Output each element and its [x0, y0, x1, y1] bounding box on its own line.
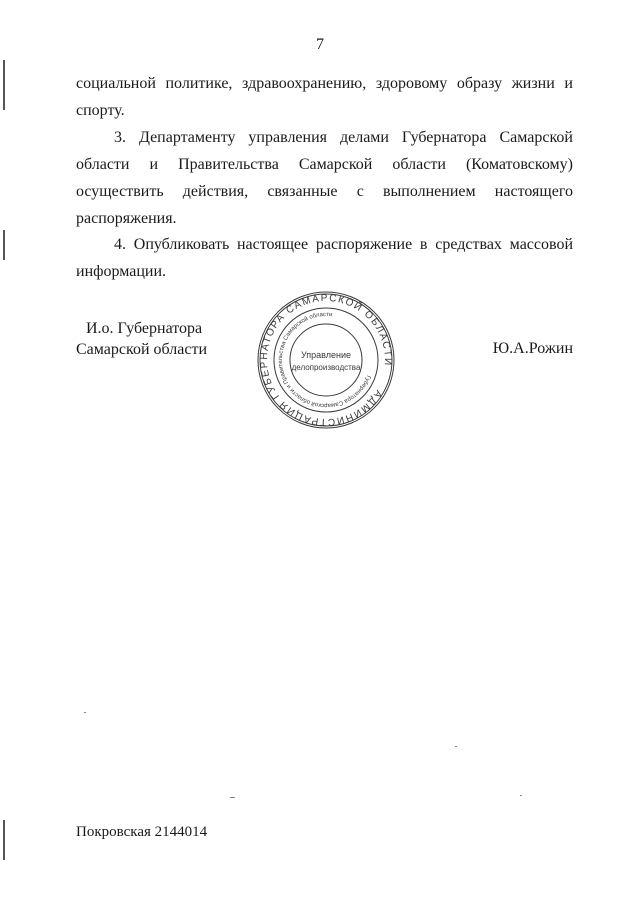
svg-text:АДМИНИСТРАЦИЯ ГУБЕРНАТОРА САМА: [256, 290, 396, 430]
executor-note: Покровская 2144014: [76, 824, 208, 840]
scan-margin-mark: [3, 820, 5, 860]
paragraph-item-4: 4. Опубликовать настоящее распоряжение в средствах массовой информации.: [76, 236, 573, 280]
body-text: [76, 70, 573, 285]
page-number: 7: [316, 36, 324, 53]
paragraph-continuation: социальной политике, здравоохранению, здоровому образу жизни и спорту.: [76, 75, 573, 119]
signatory-title: [76, 318, 207, 360]
seal-inner-text: Губернатора Самарской области и Правительства Самарской области: [277, 311, 372, 409]
official-seal: [256, 290, 396, 430]
scan-speck: [230, 797, 235, 798]
seal-outer-text: АДМИНИСТРАЦИЯ ГУБЕРНАТОРА САМАРСКОЙ ОБЛАСТИ: [258, 292, 394, 428]
seal-inner-ring: [290, 324, 362, 396]
scan-margin-mark: [3, 60, 5, 110]
seal-center-line1: Управление: [300, 350, 352, 360]
scan-speck: [455, 746, 457, 747]
signatory-name: Ю.А.Рожин: [492, 340, 573, 357]
seal-center-line2: делопроизводства: [291, 363, 361, 372]
scan-speck: [84, 712, 86, 713]
scan-speck: [520, 795, 522, 796]
signatory-title-line2: Самарской области: [76, 341, 207, 358]
signatory-title-line1: И.о. Губернатора: [86, 320, 203, 337]
paragraph-item-3: 3. Департаменту управления делами Губернатора Самарской области и Правительства Самарской области (Коматовскому) осуществить действия, связанные с выполнением настоящего распоряжения.: [76, 129, 573, 227]
scan-margin-mark: [3, 230, 5, 260]
